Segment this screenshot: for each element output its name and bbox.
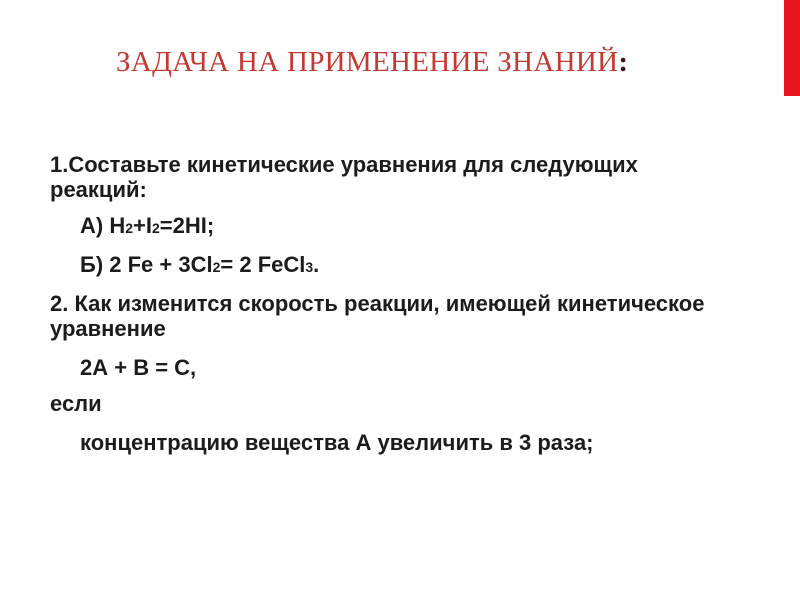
reaction-a-prefix: А) H: [80, 213, 126, 238]
reaction-a-suffix: =2HI;: [159, 213, 215, 238]
reaction-b-mid: = 2 FeCl: [220, 252, 306, 277]
title-colon: :: [618, 46, 629, 78]
task-2-text: 2. Как изменится скорость реакции, имеющей кинетическое уравнение: [50, 291, 705, 341]
task-1-text: 1.Составьте кинетические уравнения для следующих реакций:: [50, 152, 638, 202]
reaction-a-mid: +I: [133, 213, 152, 238]
reaction-a: [50, 213, 730, 241]
task-2-condition-text: концентрацию вещества А увеличить в 3 раза;: [80, 430, 594, 455]
reaction-b-suffix: .: [313, 252, 320, 277]
task-2-condition: [50, 430, 730, 455]
slide-title: [116, 46, 628, 79]
slide-content: [50, 152, 730, 455]
title-text: ЗАДАЧА НА ПРИМЕНЕНИЕ ЗНАНИЙ: [116, 46, 619, 78]
reaction-a-sub1: 2: [125, 220, 134, 236]
reaction-b-sub1: 2: [212, 259, 221, 275]
task-2-equation: 2А + В = С,: [80, 355, 197, 380]
reaction-b: [50, 252, 730, 280]
reaction-a-sub2: 2: [151, 220, 160, 236]
reaction-b-prefix: Б) 2 Fe + 3Cl: [80, 252, 213, 277]
task-2-if: если: [50, 391, 102, 416]
accent-bar: [784, 0, 800, 96]
reaction-b-sub2: 3: [305, 259, 314, 275]
